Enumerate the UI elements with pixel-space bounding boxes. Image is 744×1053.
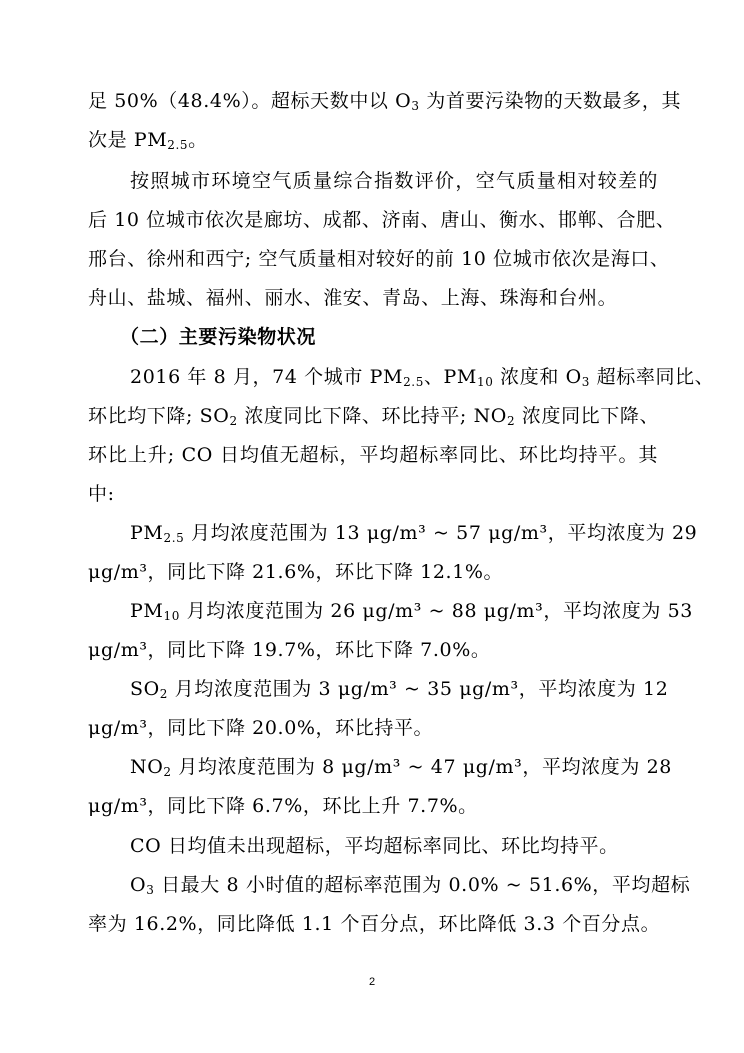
text-line: $O_3$ 日最大 8 小时值的超标率范围为 0.0% ~ 51.6%，平均超标 <box>130 874 691 897</box>
text-line: μg/m³，同比下降 6.7%，环比上升 7.7%。 <box>88 795 478 817</box>
text-line: μg/m³，同比下降 21.6%，环比下降 12.1%。 <box>88 561 504 583</box>
text-line: 率为 16.2%，同比降低 1.1 个百分点，环比降低 3.3 个百分点。 <box>88 913 661 935</box>
text-line: 足 50%（48.4%）。超标天数中以 $O_3$ 为首要污染物的天数最多，其 <box>88 90 682 113</box>
text-line: μg/m³，同比下降 20.0%，环比持平。 <box>88 717 434 739</box>
text-line: 邢台、徐州和西宁; 空气质量相对较好的前 10 位城市依次是海口、 <box>88 248 670 270</box>
text-line: 按照城市环境空气质量综合指数评价，空气质量相对较差的 <box>130 170 658 192</box>
text-line: 中: <box>88 483 115 505</box>
text-line: μg/m³，同比下降 19.7%，环比下降 7.0%。 <box>88 639 491 661</box>
text-line: CO 日均值未出现超标，平均超标率同比、环比均持平。 <box>130 835 619 857</box>
text-line: 环比均下降; $SO_2$ 浓度同比下降、环比持平; $NO_2$ 浓度同比下降、 <box>88 405 660 428</box>
text-line: 次是 $PM_{2.5}$。 <box>88 129 208 152</box>
text-line: $SO_2$ 月均浓度范围为 3 μg/m³ ~ 35 μg/m³，平均浓度为 12 <box>130 678 669 701</box>
text-line: $PM_{10}$ 月均浓度范围为 26 μg/m³ ~ 88 μg/m³，平均浓度为 53 <box>130 600 693 623</box>
text-line: 2016 年 8 月，74 个城市 $PM_{2.5}$、$PM_{10}$ 浓度和 $O_3$ 超标率同比、 <box>130 366 715 389</box>
text-line: $PM_{2.5}$ 月均浓度范围为 13 μg/m³ ~ 57 μg/m³，平均浓度为 29 <box>130 522 698 545</box>
page-number: 2 <box>368 976 376 988</box>
text-line: 后 10 位城市依次是廊坊、成都、济南、唐山、衡水、邯郸、合肥、 <box>88 209 676 231</box>
text-line: 舟山、盐城、福州、丽水、淮安、青岛、上海、珠海和台州。 <box>88 287 618 309</box>
section-heading: （二）主要污染物状况 <box>120 326 317 348</box>
text-line: 环比上升; CO 日均值无超标，平均超标率同比、环比均持平。其 <box>88 444 658 466</box>
text-line: $NO_2$ 月均浓度范围为 8 μg/m³ ~ 47 μg/m³，平均浓度为 28 <box>130 756 672 779</box>
